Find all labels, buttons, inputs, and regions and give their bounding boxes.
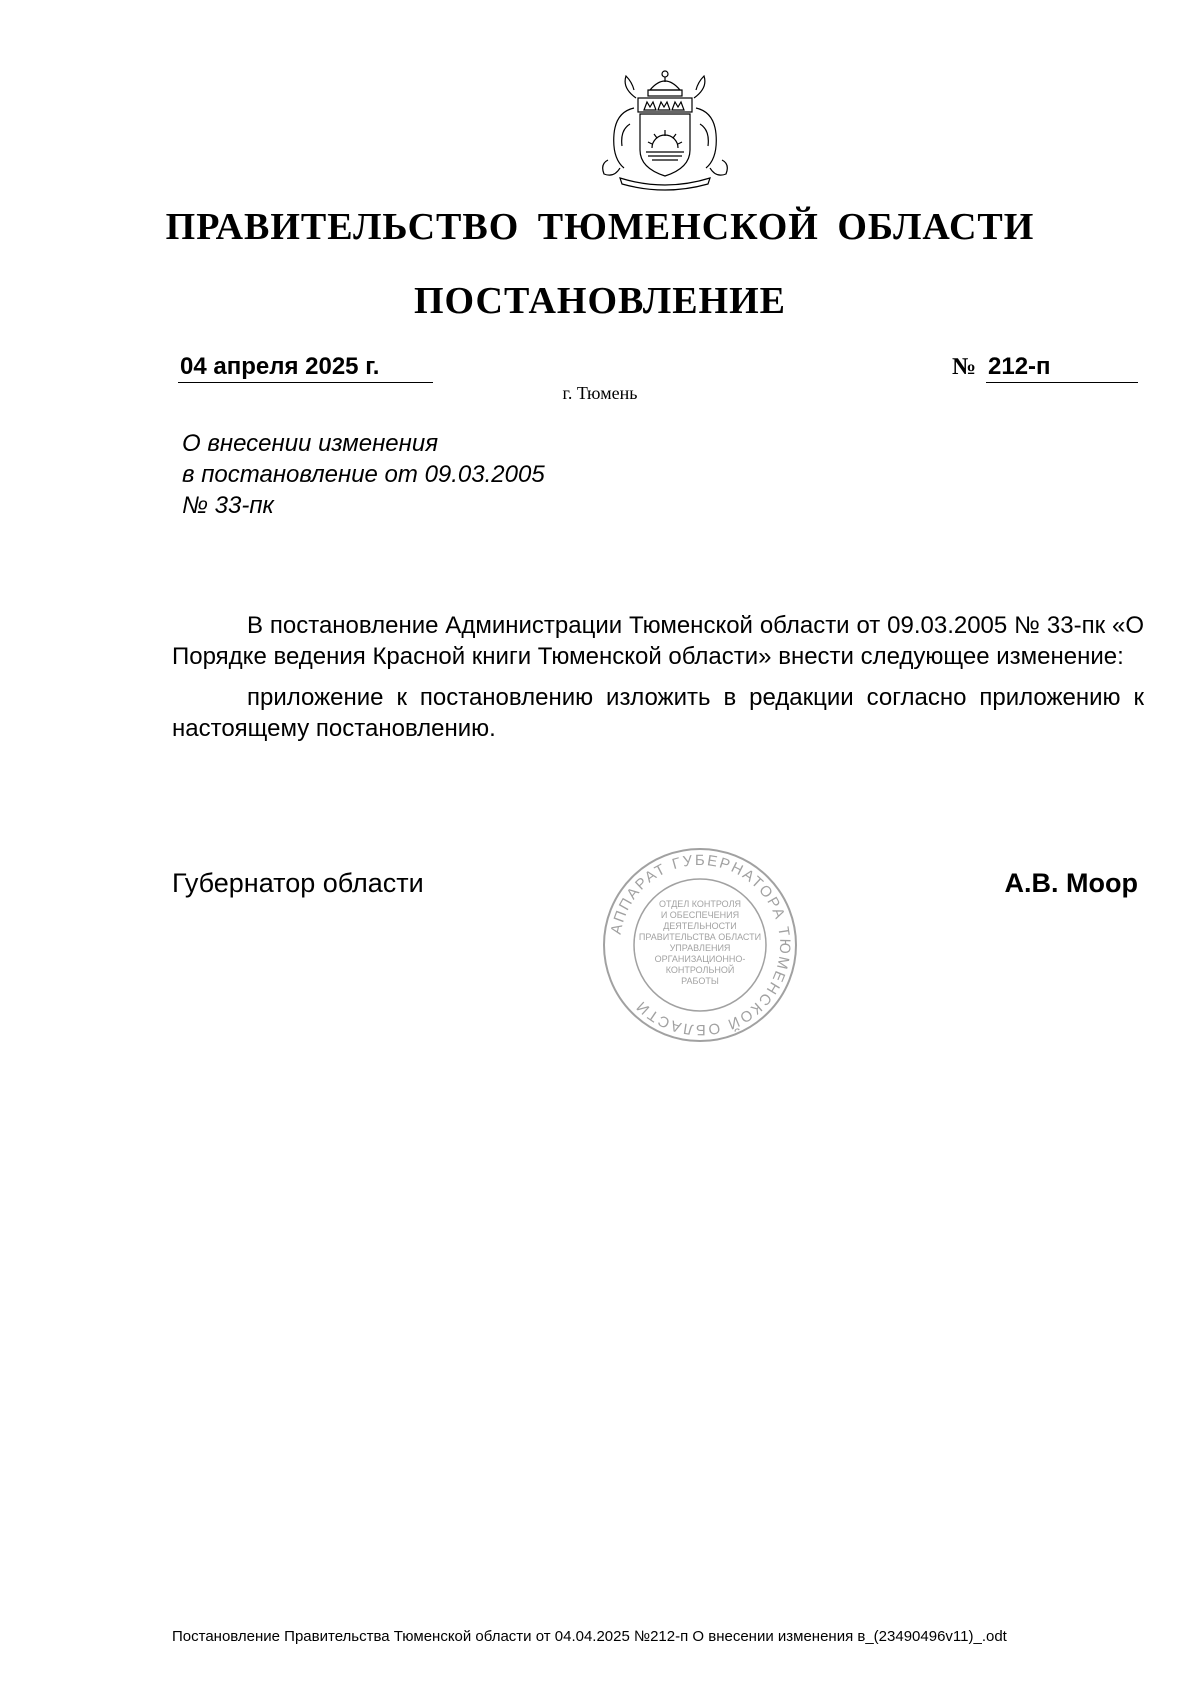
document-city: г. Тюмень xyxy=(562,383,638,403)
subject-line: в постановление от 09.03.2005 xyxy=(182,461,545,488)
stamp-outer-text: АППАРАТ ГУБЕРНАТОРА ТЮМЕНСКОЙ ОБЛАСТИ xyxy=(607,851,794,1039)
stamp-inner-line: РАБОТЫ xyxy=(681,976,719,986)
body-paragraph: приложение к постановлению изложить в редакции согласно приложению к настоящему постановлению. xyxy=(172,684,1144,742)
subject-line: О внесении изменения xyxy=(182,430,439,457)
stamp-inner-line: ОРГАНИЗАЦИОННО- xyxy=(654,954,746,964)
signatory-position: Губернатор области xyxy=(172,868,424,898)
stamp-inner-line: И ОБЕСПЕЧЕНИЯ xyxy=(660,910,740,920)
number-sign: № xyxy=(952,354,977,380)
stamp-inner-line: ДЕЯТЕЛЬНОСТИ xyxy=(663,921,737,931)
stamp-inner-line: ОТДЕЛ КОНТРОЛЯ xyxy=(659,899,741,909)
document-subject xyxy=(182,428,545,521)
document-number: 212-п xyxy=(986,352,1138,383)
stamp-inner-line: ПРАВИТЕЛЬСТВА ОБЛАСТИ xyxy=(638,932,762,942)
subject-line: № 33-пк xyxy=(182,492,274,519)
body-paragraph: В постановление Администрации Тюменской области от 09.03.2005 № 33-пк «О Порядке ведения Красной книги Тюменской области» внести следующее изменение: xyxy=(172,612,1144,670)
document-date: 04 апреля 2025 г. xyxy=(178,352,433,383)
stamp-inner-line: КОНТРОЛЬНОЙ xyxy=(665,965,735,975)
signatory-name: А.В. Моор xyxy=(1004,868,1138,898)
document-footer: Постановление Правительства Тюменской области от 04.04.2025 №212-п О внесении изменения в_(23490496v11)_.odt xyxy=(172,1628,1007,1645)
organization-title: ПРАВИТЕЛЬСТВО ТЮМЕНСКОЙ ОБЛАСТИ xyxy=(165,206,1035,248)
document-body xyxy=(172,610,1144,754)
stamp-inner-line: УПРАВЛЕНИЯ xyxy=(669,943,731,953)
official-stamp xyxy=(600,845,800,1045)
document-type-title: ПОСТАНОВЛЕНИЕ xyxy=(413,280,787,322)
coat-of-arms-emblem xyxy=(590,68,740,193)
